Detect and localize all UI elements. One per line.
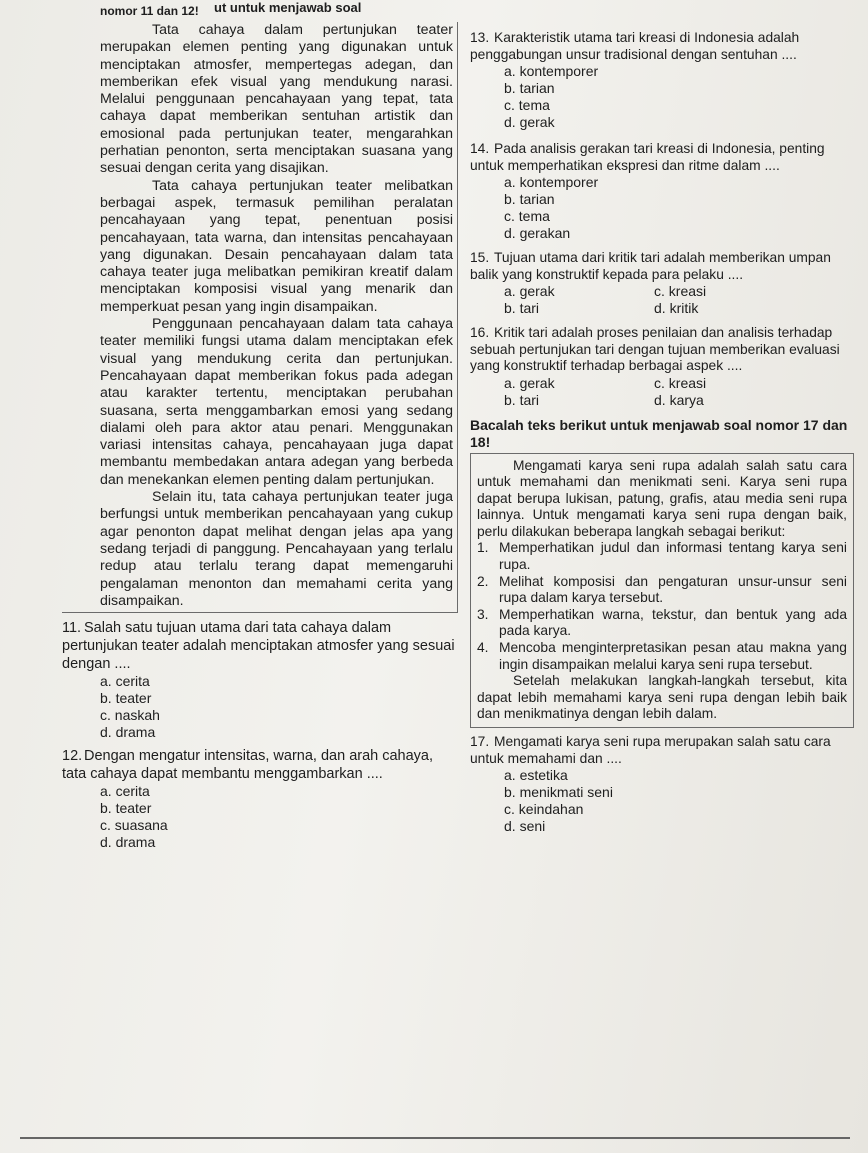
- reading-instruction: Bacalah teks berikut untuk menjawab soal nomor 17 dan 18!: [470, 416, 848, 450]
- question-16: [470, 325, 854, 409]
- question-number: 16.: [470, 325, 490, 340]
- question-13: [470, 30, 854, 131]
- option-c[interactable]: c. kreasi: [654, 283, 707, 299]
- option-d[interactable]: d. karya: [654, 391, 704, 408]
- option-d[interactable]: d. kritik: [654, 300, 699, 316]
- question-text: Mengamati karya seni rupa merupakan salah satu cara untuk memahami dan ....: [470, 734, 831, 766]
- option-c[interactable]: c. kreasi: [654, 374, 707, 391]
- passage-paragraph-1: Tata cahaya dalam pertunjukan teater merupakan elemen penting yang digunakan untuk menciptakan atmosfer, mempertegas adegan, dan memberikan efek visual yang mendukung narasi. Melalui penggunaan pencahayaan yang tepat, tata cahaya dapat memberikan sentuhan artistik dan emosional pada pertunjukan teater, mengarahkan perhatian penonton, serta menciptakan suasana yang sesuai dengan cerita yang disajikan.: [100, 22, 453, 177]
- question-number: 13.: [470, 30, 490, 45]
- option-a[interactable]: a. gerak: [504, 283, 555, 299]
- option-d[interactable]: d. gerak: [504, 114, 555, 130]
- passage-paragraph-4: Selain itu, tata cahaya pertunjukan teater juga berfungsi untuk memberikan pencahayaan yang cukup agar penonton dapat melihat dengan jelas apa yang sedang terjadi di panggung. Pencahayaan yang terlalu redup atau terlalu terang dapat memengaruhi pengalaman menonton dan memahami cerita yang disampaikan.: [100, 489, 453, 609]
- option-c[interactable]: c. keindahan: [504, 801, 584, 817]
- option-d[interactable]: d. seni: [504, 818, 546, 834]
- option-a[interactable]: a. gerak: [504, 374, 555, 391]
- question-text: Salah satu tujuan utama dari tata cahaya dalam pertunjukan teater adalah menciptakan atmosfer yang sesuai dengan ....: [62, 620, 455, 673]
- question-17: [470, 734, 854, 835]
- option-b[interactable]: b. tari: [504, 300, 540, 316]
- question-12: [62, 747, 458, 851]
- question-number: 17.: [470, 734, 490, 749]
- question-11: [62, 619, 458, 741]
- option-b[interactable]: b. menikmati seni: [504, 784, 613, 800]
- passage-paragraph-2: Tata cahaya pertunjukan teater melibatkan berbagai aspek, termasuk pemilihan peralatan pencahayaan yang tepat, penentuan posisi pencahayaan, tata warna, dan intensitas pencahayaan yang digunakan. Desain pencahayaan dalam tata cahaya teater juga melibatkan pemikiran kreatif dalam menciptakan komposisi visual yang menarik dan memperkuat pesan yang ingin disampaikan.: [100, 177, 453, 315]
- option-b[interactable]: b. teater: [100, 690, 152, 707]
- option-d[interactable]: d. gerakan: [504, 225, 571, 241]
- option-a[interactable]: a. cerita: [100, 673, 150, 690]
- option-c[interactable]: c. suasana: [100, 817, 168, 834]
- option-c[interactable]: c. tema: [504, 97, 550, 113]
- option-b[interactable]: b. tari: [504, 391, 540, 408]
- list-item: 2. Melihat komposisi dan pengaturan unsur-unsur seni rupa dalam karya tersebut.: [477, 573, 847, 606]
- left-column: [62, 20, 458, 851]
- header-instruction-top: ut untuk menjawab soal: [214, 0, 362, 15]
- option-a[interactable]: a. estetika: [504, 767, 568, 783]
- list-item: 3. Memperhatikan warna, tekstur, dan bentuk yang ada pada karya.: [477, 606, 847, 639]
- passage-paragraph-1: Mengamati karya seni rupa adalah salah satu cara untuk memahami dan menikmati seni. Karya seni rupa dapat berupa lukisan, patung, grafis, atau media seni rupa lainnya. Untuk mengamati karya seni rupa dengan baik, perlu dilakukan beberapa langkah sebagai berikut:: [477, 457, 847, 539]
- option-b[interactable]: b. tarian: [504, 80, 555, 96]
- option-d[interactable]: d. drama: [100, 834, 156, 851]
- option-c[interactable]: c. naskah: [100, 707, 160, 724]
- option-b[interactable]: b. tarian: [504, 191, 555, 207]
- question-number: 15.: [470, 250, 490, 265]
- option-b[interactable]: b. teater: [100, 800, 152, 817]
- option-d[interactable]: d. drama: [100, 724, 156, 741]
- question-number: 14.: [470, 141, 490, 156]
- reading-passage-lighting: [62, 22, 458, 613]
- question-15: [470, 250, 854, 317]
- passage-paragraph-2: Setelah melakukan langkah-langkah tersebut, kita dapat lebih memahami karya seni rupa dengan lebih baik dan menikmatinya dengan lebih dalam.: [477, 673, 847, 722]
- option-c[interactable]: c. tema: [504, 208, 550, 224]
- question-14: [470, 141, 854, 242]
- question-number: 11.: [62, 620, 82, 637]
- option-a[interactable]: a. cerita: [100, 783, 150, 800]
- question-text: Karakteristik utama tari kreasi di Indonesia adalah penggabungan unsur tradisional dengan sentuhan ....: [470, 30, 800, 62]
- question-number: 12.: [62, 748, 83, 765]
- reading-passage-art: [470, 453, 854, 729]
- passage-paragraph-3: Penggunaan pencahayaan dalam tata cahaya teater memiliki fungsi utama dalam menciptakan efek visual yang mendukung cerita dan pertunjukan. Pencahayaan dapat memberikan fokus pada adegan atau karakter tertentu, menciptakan perubahan suasana, serta menggambarkan emosi yang sedang dialami oleh para aktor atau penari. Menggunakan variasi intensitas cahaya, pencahayaan juga dapat membantu membedakan antara adegan yang berbeda dan menekankan elemen penting dalam pertunjukan.: [100, 316, 453, 488]
- bottom-divider: [20, 1137, 850, 1139]
- question-text: Dengan mengatur intensitas, warna, dan arah cahaya, tata cahaya dapat membantu menggambarkan ....: [62, 748, 434, 783]
- question-text: Tujuan utama dari kritik tari adalah memberikan umpan balik yang konstruktif kepada para pelaku ....: [470, 250, 831, 282]
- header-instruction-fragment: nomor 11 dan 12!: [100, 4, 199, 18]
- steps-list: [477, 540, 847, 673]
- list-item: 1. Memperhatikan judul dan informasi tentang karya seni rupa.: [477, 540, 847, 573]
- question-text: Pada analisis gerakan tari kreasi di Indonesia, penting untuk memperhatikan ekspresi dan ritme dalam ....: [470, 141, 825, 173]
- option-a[interactable]: a. kontemporer: [504, 174, 599, 190]
- right-column: [470, 30, 854, 835]
- question-text: Kritik tari adalah proses penilaian dan analisis terhadap sebuah pertunjukan tari dengan tujuan memberikan evaluasi yang konstruktif terhadap berbagai aspek ....: [470, 325, 840, 373]
- option-a[interactable]: a. kontemporer: [504, 63, 599, 79]
- list-item: 4. Mencoba menginterpretasikan pesan atau makna yang ingin disampaikan melalui karya seni rupa tersebut.: [477, 640, 847, 672]
